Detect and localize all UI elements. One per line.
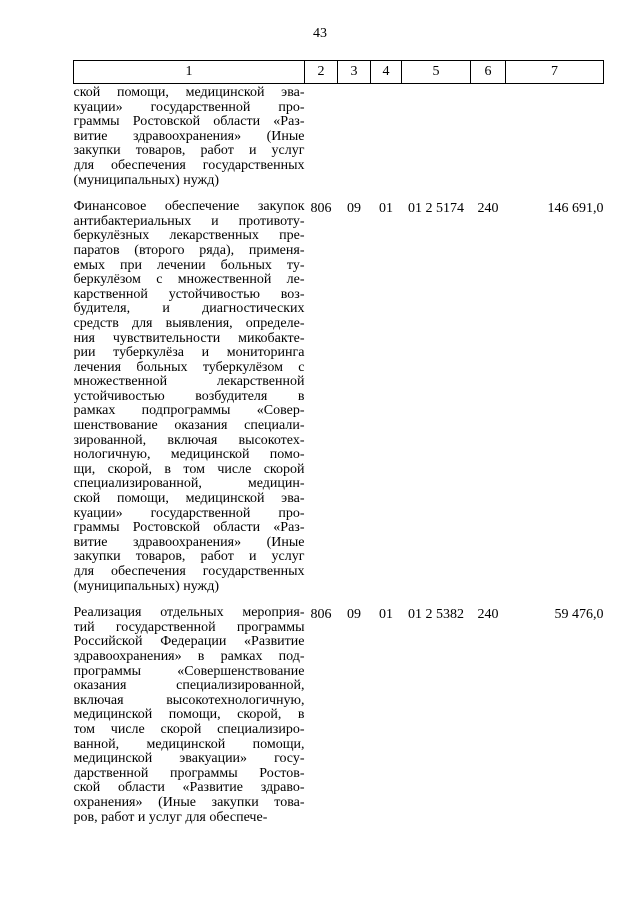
table-row bbox=[74, 200, 604, 594]
row-subsection-code: 01 bbox=[379, 607, 393, 623]
header-col-2: 2 bbox=[305, 61, 338, 84]
row-expense-type bbox=[471, 84, 506, 189]
row-spacer bbox=[74, 188, 604, 200]
row-ministry-code: 806 bbox=[310, 607, 332, 623]
row-description: ской помощи, медицинской эва- куации» государственной про- граммы Ростовской области «Раз- витие здравоохранения» (Иные закупки товаров, работ и услуг для обеспечения государственных (муниципальных) нужд) bbox=[73, 86, 305, 188]
header-col-1: 1 bbox=[74, 61, 305, 84]
row-target-code: 01 2 5174 bbox=[408, 201, 464, 217]
row-subsection-code bbox=[371, 84, 402, 189]
table-row bbox=[74, 606, 604, 825]
row-expense-type: 240 bbox=[477, 201, 499, 217]
row-description: Реализация отдельных мероприя- тий государственной программы Российской Федерации «Развитие здравоохранения» в рамках под- программы «Совершенствование оказания специализированной, включая высокотехнологичную, медицинской помощи, скорой, в том числе скорой специализиро- ванной, медицинской помощи, медицинской эвакуации» госу- дарственной программы Ростов- ской области «Развитие здраво- охранения» (Иные закупки това- ров, работ и услуг для обеспече- bbox=[73, 606, 305, 825]
header-col-7: 7 bbox=[506, 61, 604, 84]
page-number: 43 bbox=[313, 26, 327, 41]
header-col-6: 6 bbox=[471, 61, 506, 84]
row-description: Финансовое обеспечение закупок антибактериальных и противоту- беркулёзных лекарственных пре- паратов (второго ряда), применя- емых при лечении больных ту- беркулёзом с множественной ле- карственной устойчивостью воз- будителя, и диагностических средств для выявления, определе- ния чувствительности микобакте- рии туберкулёза и мониторинга лечения больных туберкулёзом с множественной лекарственной устойчивостью возбудителя в рамках подпрограммы «Совер- шенствование оказания специали- зированной, включая высокотех- нологичную, медицинской помо- щи, скорой, в том числе скорой специализированной, медицин- ской помощи, медицинской эва- куации» государственной про- граммы Ростовской области «Раз- витие здравоохранения» (Иные закупки товаров, работ и услуг для обеспечения государственных (муниципальных) нужд) bbox=[73, 200, 305, 594]
header-col-3: 3 bbox=[338, 61, 371, 84]
row-amount: 146 691,0 bbox=[547, 201, 604, 217]
row-section-code bbox=[338, 84, 371, 189]
row-amount: 59 476,0 bbox=[554, 607, 604, 623]
table-row bbox=[74, 84, 604, 189]
row-spacer bbox=[74, 594, 604, 606]
header-col-4: 4 bbox=[371, 61, 402, 84]
row-subsection-code: 01 bbox=[379, 201, 393, 217]
header-col-5: 5 bbox=[402, 61, 471, 84]
row-ministry-code: 806 bbox=[310, 201, 332, 217]
row-expense-type: 240 bbox=[477, 607, 499, 623]
row-section-code: 09 bbox=[347, 201, 361, 217]
row-target-code: 01 2 5382 bbox=[408, 607, 464, 623]
row-target-code bbox=[402, 84, 471, 189]
row-section-code: 09 bbox=[347, 607, 361, 623]
row-amount bbox=[506, 84, 604, 189]
row-ministry-code bbox=[305, 84, 338, 189]
header-row bbox=[74, 61, 604, 84]
budget-table bbox=[73, 60, 604, 825]
